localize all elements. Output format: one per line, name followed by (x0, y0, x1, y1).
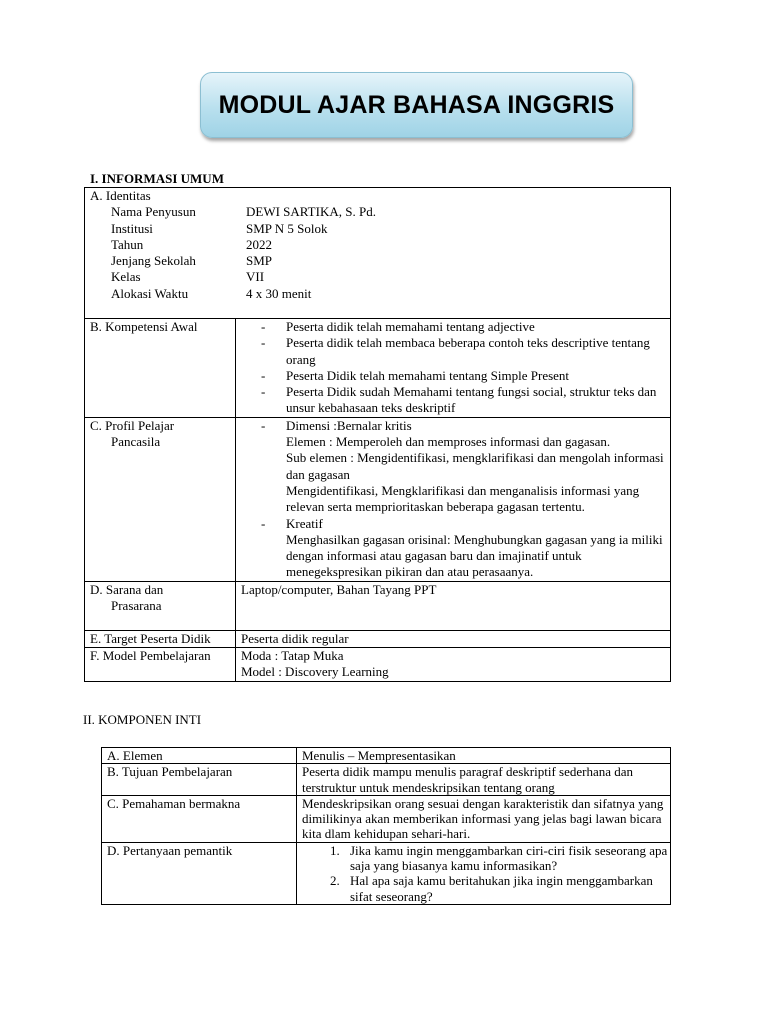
sarana-label (85, 581, 236, 630)
field-value: SMP (246, 253, 273, 269)
table-row (85, 319, 671, 418)
list-item: - Dimensi :Bernalar kritis (241, 418, 670, 434)
field-row (90, 221, 670, 237)
table-row (102, 842, 671, 904)
list-item: - Peserta Didik sudah Memahami tentang fungsi social, struktur teks dan unsur kebahasaan teks deskriptif (241, 384, 670, 417)
table-row (85, 188, 671, 319)
profil-value (236, 417, 671, 581)
title-banner (200, 72, 633, 138)
model-model: Model : Discovery Learning (241, 664, 389, 680)
pemahaman-value: Mendeskripsikan orang sesuai dengan karakteristik dan sifatnya yang dimilikinya akan memberikan informasi yang jelas bagi lawan bicara kita dlam kehidupan sehari-hari. (297, 795, 671, 842)
list-number: 2. (330, 873, 340, 889)
list-item: - Peserta didik telah membaca beberapa contoh teks descriptive tentang orang (241, 335, 670, 368)
pertanyaan-list (302, 843, 670, 904)
field-row (90, 237, 670, 253)
komponen-inti-table (101, 747, 671, 905)
identitas-label: A. Identitas (90, 188, 151, 203)
kompetensi-list (241, 319, 670, 417)
table-row (102, 748, 671, 764)
table-row (85, 648, 671, 682)
field-value: DEWI SARTIKA, S. Pd. (246, 204, 376, 220)
list-item: - Peserta didik telah memahami tentang adjective (241, 319, 670, 335)
table-row (102, 795, 671, 842)
profil-list (241, 418, 670, 434)
field-value: 2022 (246, 236, 272, 252)
pertanyaan-value (297, 842, 671, 904)
pemahaman-label: C. Pemahaman bermakna (102, 795, 297, 842)
field-row (90, 269, 670, 285)
profil-detail: Elemen : Memperoleh dan memproses informasi dan gagasan. (286, 434, 611, 450)
field-key: Tahun (111, 236, 144, 252)
sarana-label-line1: D. Sarana dan (90, 581, 164, 597)
field-row (90, 286, 670, 302)
profil-label-line1: C. Profil Pelajar (90, 417, 175, 433)
list-item (302, 873, 670, 904)
model-value (236, 648, 671, 682)
table-row (102, 764, 671, 796)
model-label: F. Model Pembelajaran (85, 648, 236, 682)
field-row (90, 253, 670, 269)
field-key: Nama Penyusun (111, 204, 196, 220)
list-text: Jika kamu ingin menggambarkan ciri-ciri fisik seseorang apa saja yang biasanya kamu informasikan? (350, 842, 668, 874)
field-key: Jenjang Sekolah (111, 253, 196, 269)
pertanyaan-label: D. Pertanyaan pemantik (102, 842, 297, 904)
field-key: Alokasi Waktu (111, 285, 189, 301)
profil-detail: Menghasilkan gagasan orisinal: Menghubungkan gagasan yang ia miliki dengan informasi atau gagasan baru dan imajinatif untuk menegekspresikan pikiran dan atau perasaanya. (286, 531, 663, 580)
section-heading-informasi-umum: I. INFORMASI UMUM (90, 171, 224, 186)
target-value: Peserta didik regular (236, 630, 671, 647)
kompetensi-value (236, 319, 671, 418)
table-row (85, 581, 671, 630)
elemen-value: Menulis – Mempresentasikan (297, 748, 671, 764)
field-key: Institusi (111, 220, 153, 236)
identitas-cell (85, 188, 671, 319)
list-text: Hal apa saja kamu beritahukan jika ingin menggambarkan sifat seseorang? (350, 873, 653, 904)
sarana-label-line2: Prasarana (111, 598, 162, 614)
sarana-value: Laptop/computer, Bahan Tayang PPT (236, 581, 671, 630)
list-item: - Kreatif (241, 516, 670, 532)
profil-detail: Mengidentifikasi, Mengklarifikasi dan menganalisis informasi yang relevan serta memprioritaskan beberapa gagasan tertentu. (286, 482, 640, 515)
field-value: 4 x 30 menit (246, 285, 312, 301)
field-key: Kelas (111, 269, 141, 285)
list-item (302, 843, 670, 874)
document-title: MODUL AJAR BAHASA INGGRIS (218, 90, 615, 119)
table-row (85, 630, 671, 647)
section-heading-komponen-inti: II. KOMPONEN INTI (83, 712, 202, 727)
list-number: 1. (330, 842, 340, 858)
profil-label (85, 417, 236, 581)
profil-list (241, 516, 670, 532)
field-row (90, 204, 670, 220)
table-row (85, 417, 671, 581)
model-moda: Moda : Tatap Muka (241, 648, 344, 664)
field-value: VII (246, 269, 265, 285)
target-label: E. Target Peserta Didik (85, 630, 236, 647)
field-value: SMP N 5 Solok (246, 220, 328, 236)
tujuan-value: Peserta didik mampu menulis paragraf deskriptif sederhana dan terstruktur untuk mendeskripsikan tentang orang (297, 764, 671, 796)
tujuan-label: B. Tujuan Pembelajaran (102, 764, 297, 796)
profil-detail: Sub elemen : Mengidentifikasi, mengklarifikasi dan mengolah informasi dan gagasan (286, 450, 664, 482)
informasi-umum-table (84, 187, 671, 682)
list-item: - Peserta Didik telah memahami tentang Simple Present (241, 368, 670, 384)
profil-label-line2: Pancasila (111, 434, 161, 450)
elemen-label: A. Elemen (102, 748, 297, 764)
kompetensi-label: B. Kompetensi Awal (85, 319, 236, 418)
